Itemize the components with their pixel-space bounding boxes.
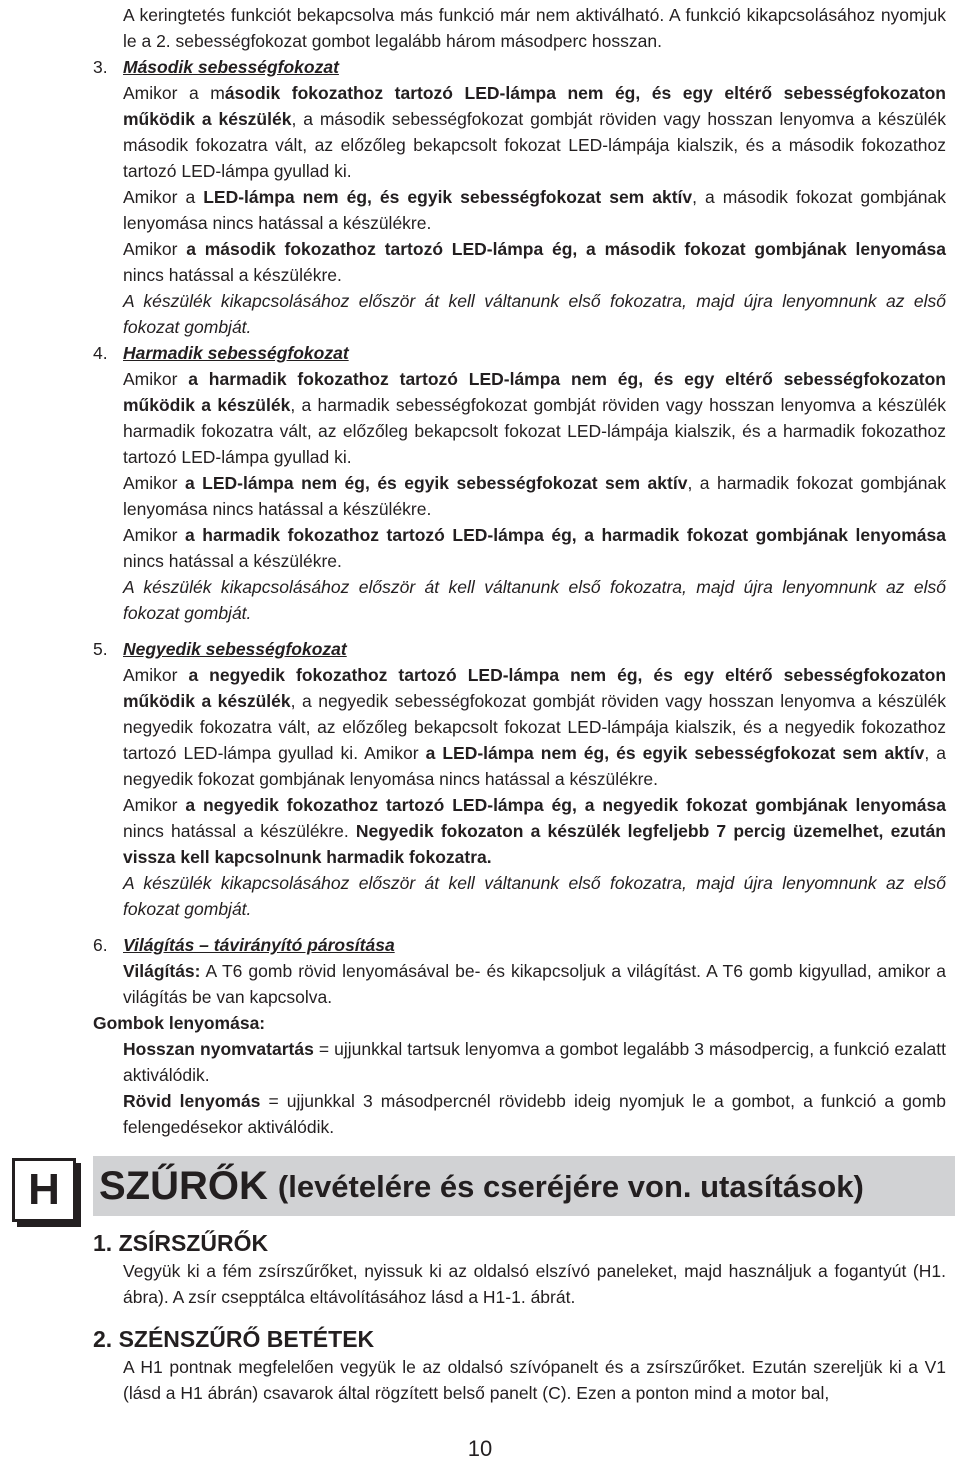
paragraph: Amikor a LED-lámpa nem ég, és egyik sebességfokozat sem aktív, a harmadik fokozat gombjának lenyomása nincs hatással a készülékre. <box>123 473 946 519</box>
paragraph: A H1 pontnak megfelelően vegyük le az oldalsó szívópanelt és a zsírszűrőket. Ezután szereljük ki a V1 (lásd a H1 ábrán) csavarok által rögzített belső panelt (C). Ezen a ponton mind a motor bal, <box>123 1357 946 1403</box>
subheading-carbon-filters: 2. SZÉNSZŰRŐ BETÉTEK <box>93 1326 375 1352</box>
paragraph: Amikor a LED-lámpa nem ég, és egyik sebességfokozat sem aktív, a második fokozat gombjának lenyomása nincs hatással a készülékre. <box>123 187 946 233</box>
item-number: 4. <box>93 343 108 363</box>
item-third-speed <box>0 340 960 626</box>
section-header <box>0 1154 960 1218</box>
buttons-heading: Gombok lenyomása: <box>93 1013 266 1033</box>
paragraph-note: A készülék kikapcsolásához először át kell váltanunk első fokozatra, majd újra lenyomnunk az első fokozat gombját. <box>123 873 946 919</box>
paragraph: Amikor a negyedik fokozathoz tartozó LED-lámpa nem ég, és egy eltérő sebességfokozaton működik a készülék, a negyedik sebességfokozat gombját röviden vagy hosszan lenyomva a készülék negyedik fokozatra vált, az előzőleg bekapcsolt fokozat LED-lámpája kialszik, és a negyedik fokozathoz tartozó LED-lámpa gyullad ki. Amikor a LED-lámpa nem ég, és egyik sebességfokozat sem aktív, a negyedik fokozat gombjának lenyomása nincs hatással a készülékre. <box>123 665 947 789</box>
paragraph: Világítás: A T6 gomb rövid lenyomásával be- és kikapcsoljuk a világítást. A T6 gomb kigyullad, amikor a világítás be van kapcsolva. <box>123 961 946 1007</box>
paragraph-long-press: Hosszan nyomvatartás = ujjunkkal tartsuk lenyomva a gombot legalább 3 másodpercig, a funkció ezalatt aktiválódik. <box>123 1039 946 1085</box>
intro-paragraph: A keringtetés funkciót bekapcsolva más funkció már nem aktiválható. A funkció kikapcsolásához nyomjuk le a 2. sebességfokozat gombot legalább három másodperc hosszan. <box>123 5 946 51</box>
paragraph: Vegyük ki a fém zsírszűrőket, nyissuk ki az oldalsó elszívó paneleket, majd használjuk a fogantyút (H1. ábra). A zsír csepptálca eltávolításához lásd a H1-1. ábrát. <box>123 1261 946 1307</box>
section-title-bar <box>93 1156 955 1216</box>
section-subtitle: (levételére és cseréjére von. utasítások) <box>277 1168 864 1204</box>
item-title: Harmadik sebességfokozat <box>123 343 349 363</box>
item-number: 3. <box>93 57 108 77</box>
paragraph: Amikor a negyedik fokozathoz tartozó LED-lámpa ég, a negyedik fokozat gombjának lenyomása nincs hatással a készülékre. Negyedik fokozaton a készülék legfeljebb 7 percig üzemelhet, ezután vissza kell kapcsolnunk harmadik fokozatra. <box>123 795 947 867</box>
paragraph-note: A készülék kikapcsolásához először át kell váltanunk első fokozatra, majd újra lenyomnunk az első fokozat gombját. <box>123 577 946 623</box>
item-fourth-speed <box>0 636 960 922</box>
paragraph-short-press: Rövid lenyomás = ujjunkkal 3 másodpercnél rövidebb ideig nyomjuk le a gombot, a funkció a gomb felengedésekor aktiválódik. <box>123 1091 946 1137</box>
section-letter-badge: H <box>12 1158 76 1222</box>
page-number: 10 <box>467 1436 493 1461</box>
item-number: 6. <box>93 935 108 955</box>
paragraph: Amikor a harmadik fokozathoz tartozó LED-lámpa nem ég, és egy eltérő sebességfokozaton működik a készülék, a harmadik sebességfokozat gombját röviden vagy hosszan lenyomva a készülék harmadik fokozatra vált, az előzőleg bekapcsolt fokozat LED-lámpája kialszik, és a harmadik fokozathoz tartozó LED-lámpa gyullad ki. <box>123 369 946 467</box>
item-title: Második sebességfokozat <box>123 57 339 77</box>
paragraph-note: A készülék kikapcsolásához először át kell váltanunk első fokozatra, majd újra lenyomnunk az első fokozat gombját. <box>123 291 946 337</box>
paragraph: Amikor a második fokozathoz tartozó LED-lámpa ég, a második fokozat gombjának lenyomása nincs hatással a készülékre. <box>123 239 947 285</box>
item-second-speed <box>0 54 960 340</box>
paragraph: Amikor a második fokozathoz tartozó LED-lámpa nem ég, és egy eltérő sebességfokozaton működik a készülék, a második sebességfokozat gombját röviden vagy hosszan lenyomva a készülék második fokozatra vált, az előzőleg bekapcsolt fokozat LED-lámpája kialszik, és a második fokozathoz tartozó LED-lámpa gyullad ki. <box>123 83 947 181</box>
item-title: Világítás – távirányító párosítása <box>123 935 395 955</box>
item-lighting <box>0 932 960 1010</box>
item-number: 5. <box>93 639 108 659</box>
item-title: Negyedik sebességfokozat <box>123 639 347 659</box>
subheading-grease-filters: 1. ZSÍRSZŰRŐK <box>93 1230 269 1256</box>
section-title: SZŰRŐK <box>99 1164 268 1208</box>
paragraph: Amikor a harmadik fokozathoz tartozó LED-lámpa ég, a harmadik fokozat gombjának lenyomása nincs hatással a készülékre. <box>123 525 947 571</box>
